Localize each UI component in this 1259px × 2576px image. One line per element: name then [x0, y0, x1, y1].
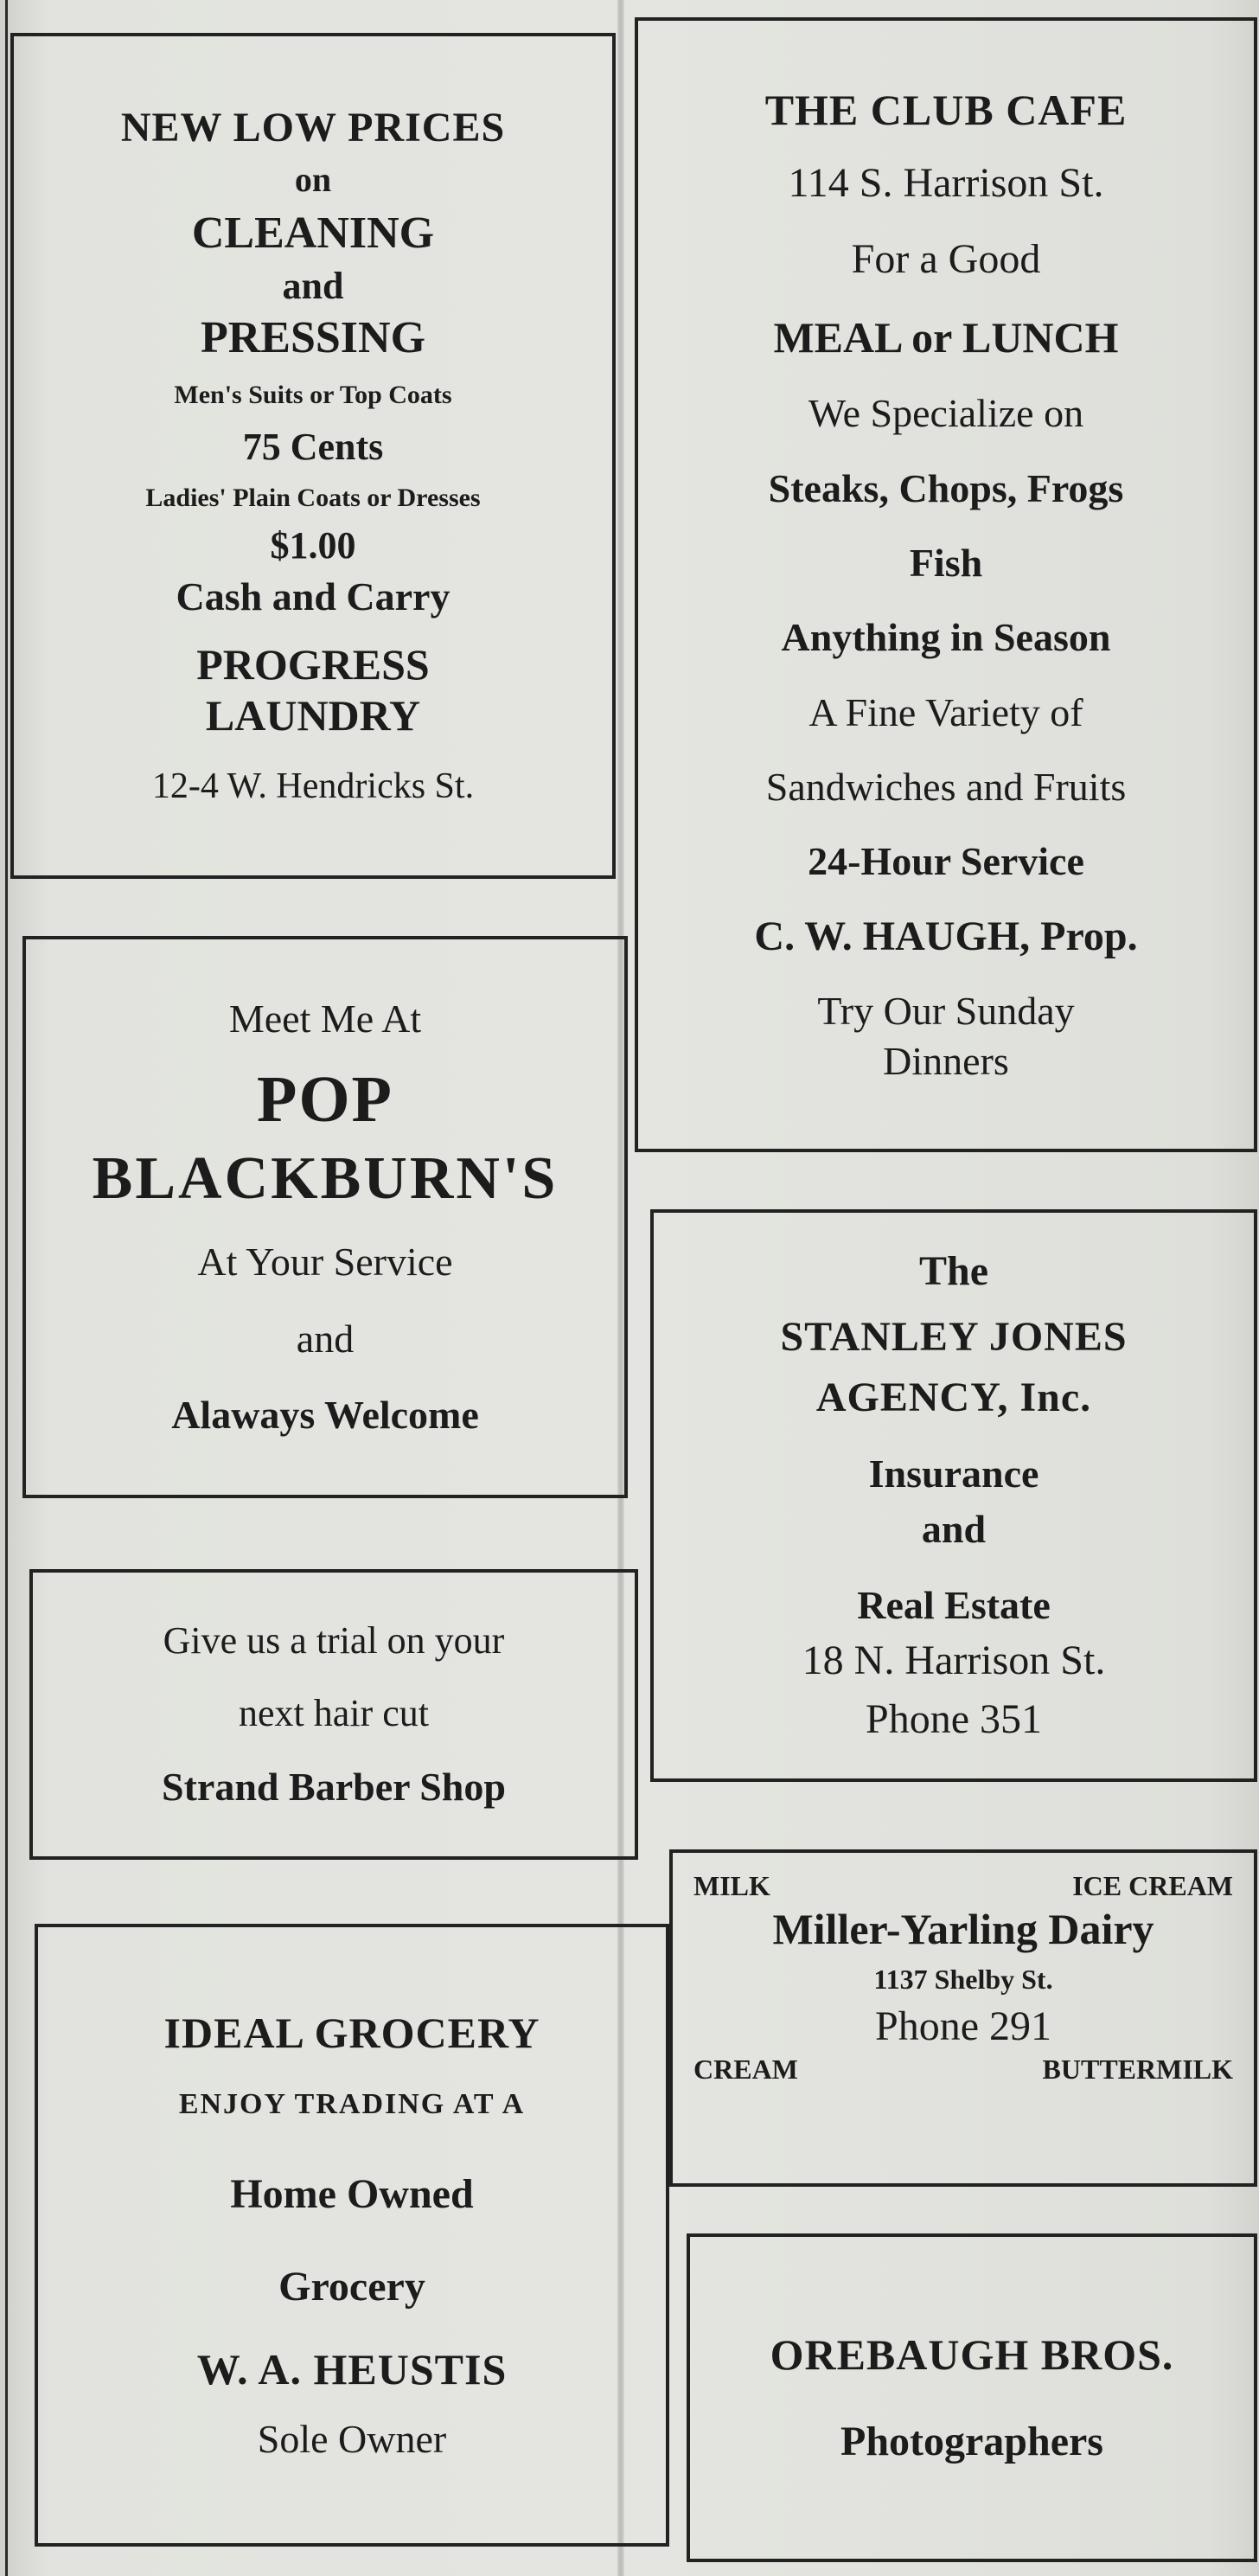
laundry-headline: NEW LOW PRICES — [120, 104, 506, 151]
dairy-phone: Phone 291 — [875, 2002, 1051, 2049]
grocery-line-enjoy: ENJOY TRADING AT A — [178, 2087, 526, 2120]
cafe-name: THE CLUB CAFE — [764, 85, 1128, 134]
cafe-line-specialize: We Specialize on — [808, 391, 1084, 436]
pop-line-and: and — [296, 1316, 355, 1361]
laundry-ladies-item: Ladies' Plain Coats or Dresses — [145, 484, 481, 513]
cafe-address: 114 S. Harrison St. — [788, 160, 1104, 207]
stanley-name-agency: AGENCY, Inc. — [815, 1375, 1092, 1421]
dairy-corner-buttermilk: BUTTERMILK — [1042, 2054, 1233, 2086]
cafe-line-for-a-good: For a Good — [851, 236, 1041, 283]
laundry-men-price: 75 Cents — [242, 426, 384, 468]
grocery-name: IDEAL GROCERY — [163, 2009, 540, 2058]
stanley-phone: Phone 351 — [866, 1696, 1042, 1743]
dairy-top-corners — [681, 1867, 1245, 1901]
laundry-men-item: Men's Suits or Top Coats — [174, 380, 452, 409]
stanley-address: 18 N. Harrison St. — [802, 1637, 1106, 1683]
grocery-owner-title: Sole Owner — [257, 2416, 447, 2461]
dairy-corner-milk: MILK — [693, 1870, 770, 1901]
cafe-line-try-sunday: Try Our Sunday — [817, 988, 1075, 1033]
cafe-line-fish: Fish — [909, 540, 983, 585]
pop-line-meet-me: Meet Me At — [228, 996, 422, 1041]
cafe-line-24-hour: 24-Hour Service — [808, 839, 1084, 884]
laundry-ladies-price: $1.00 — [270, 523, 356, 567]
cafe-line-meal-or-lunch: MEAL or LUNCH — [773, 312, 1119, 362]
cafe-line-sandwiches: Sandwiches and Fruits — [765, 764, 1127, 809]
laundry-on: on — [294, 160, 332, 200]
dairy-corner-cream: CREAM — [693, 2054, 798, 2086]
laundry-service-pressing: PRESSING — [200, 312, 426, 362]
laundry-name-laundry: LAUNDRY — [205, 690, 421, 740]
barber-line-haircut: next hair cut — [239, 1691, 429, 1734]
stanley-jones-ad — [650, 1209, 1257, 1782]
laundry-and: and — [282, 264, 344, 307]
progress-laundry-ad — [10, 33, 616, 879]
cafe-line-anything: Anything in Season — [781, 615, 1111, 660]
club-cafe-ad — [635, 17, 1257, 1152]
pop-name-blackburns: BLACKBURN'S — [92, 1144, 559, 1212]
strand-barber-ad — [29, 1569, 638, 1860]
cafe-line-fine-variety: A Fine Variety of — [808, 689, 1083, 734]
barber-line-trial: Give us a trial on your — [163, 1618, 505, 1662]
laundry-terms: Cash and Carry — [176, 574, 451, 618]
dairy-corner-ice-cream: ICE CREAM — [1072, 1870, 1233, 1901]
orebaugh-bros-ad — [687, 2233, 1257, 2562]
laundry-address: 12-4 W. Hendricks St. — [151, 766, 475, 807]
grocery-owner: W. A. HEUSTIS — [196, 2345, 508, 2394]
ideal-grocery-ad — [35, 1924, 669, 2547]
stanley-line-the: The — [918, 1247, 988, 1294]
stanley-name-stanley-jones: STANLEY JONES — [780, 1313, 1128, 1360]
pop-line-welcome: Alaways Welcome — [171, 1392, 479, 1437]
dairy-address: 1137 Shelby St. — [873, 1964, 1053, 1996]
pop-name-pop: POP — [257, 1063, 393, 1137]
dairy-name: Miller-Yarling Dairy — [772, 1904, 1154, 1953]
stanley-and: and — [921, 1507, 987, 1552]
cafe-proprietor: C. W. HAUGH, Prop. — [754, 913, 1138, 960]
dairy-bottom-corners — [681, 2048, 1245, 2085]
barber-name: Strand Barber Shop — [162, 1765, 506, 1810]
laundry-service-cleaning: CLEANING — [191, 208, 435, 259]
stanley-service-real-estate: Real Estate — [857, 1583, 1051, 1628]
left-page-edge — [5, 0, 8, 2576]
grocery-line-home-owned: Home Owned — [230, 2171, 474, 2218]
miller-yarling-dairy-ad — [669, 1849, 1257, 2187]
grocery-line-grocery: Grocery — [278, 2263, 425, 2310]
orebaugh-service: Photographers — [840, 2419, 1103, 2465]
cafe-line-dinners: Dinners — [883, 1039, 1009, 1084]
laundry-name-progress: PROGRESS — [196, 640, 430, 689]
pop-line-service: At Your Service — [197, 1240, 453, 1285]
orebaugh-name: OREBAUGH BROS. — [770, 2329, 1174, 2379]
pop-blackburn-ad — [22, 936, 628, 1498]
cafe-line-steaks: Steaks, Chops, Frogs — [768, 465, 1124, 510]
stanley-service-insurance: Insurance — [868, 1451, 1039, 1496]
